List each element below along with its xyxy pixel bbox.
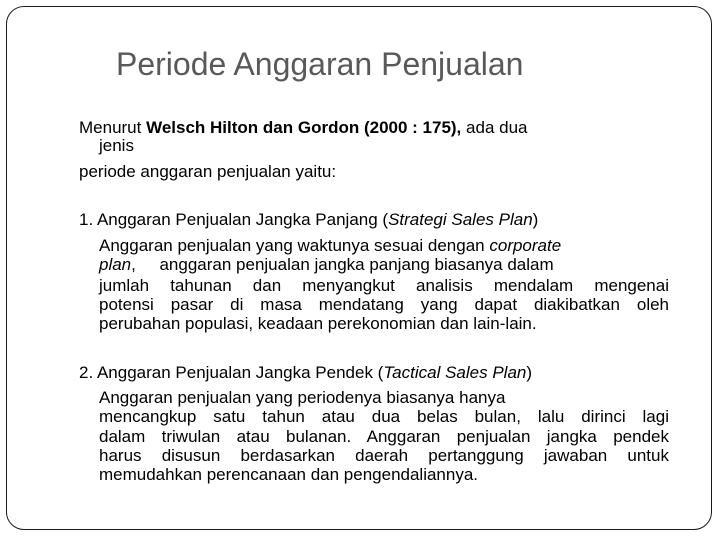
item2-heading-prefix: 2. Anggaran Penjualan Jangka Pendek ( bbox=[79, 363, 384, 382]
item2-line-3: dalam triwulan atau bulanan. Anggaran penjualan jangka pendek bbox=[99, 427, 669, 446]
item1-heading bbox=[79, 211, 538, 228]
intro-line-2: jenis bbox=[99, 136, 134, 155]
item1-line-1-italic: corporate bbox=[489, 236, 562, 255]
intro-suffix: ada dua bbox=[466, 118, 528, 137]
item1-line-2-italic: plan bbox=[99, 255, 132, 274]
item1-line-2-text: , anggaran penjualan jangka panjang biasanya dalam bbox=[131, 255, 554, 274]
item2-heading-italic: Tactical Sales Plan bbox=[383, 363, 527, 382]
item1-line-2 bbox=[99, 256, 554, 273]
item1-heading-suffix: ) bbox=[532, 210, 539, 229]
item1-line-1 bbox=[99, 237, 561, 254]
intro-authors: Welsch Hilton dan Gordon (2000 : 175), bbox=[146, 118, 462, 137]
item1-heading-italic: Strategi Sales Plan bbox=[388, 210, 533, 229]
item2-line-2: mencangkup satu tahun atau dua belas bulan, lalu dirinci lagi bbox=[99, 407, 669, 426]
item1-line-3: jumlah tahunan dan menyangkut analisis mendalam mengenai bbox=[99, 276, 669, 295]
slide-title: Periode Anggaran Penjualan bbox=[116, 46, 524, 82]
item2-heading-suffix: ) bbox=[526, 363, 533, 382]
intro-prefix: Menurut bbox=[79, 118, 147, 137]
item2-line-5: memudahkan perencanaan dan pengendaliannya. bbox=[99, 465, 479, 484]
item2-line-4: harus disusun berdasarkan daerah pertanggung jawaban untuk bbox=[99, 446, 669, 465]
item1-line-4: potensi pasar di masa mendatang yang dapat diakibatkan oleh bbox=[99, 295, 669, 314]
item1-line-5: perubahan populasi, keadaan perekonomian dan lain-lain. bbox=[99, 314, 537, 333]
item2-line-1: Anggaran penjualan yang periodenya biasanya hanya bbox=[99, 388, 506, 407]
item1-heading-prefix: 1. Anggaran Penjualan Jangka Panjang ( bbox=[79, 210, 389, 229]
intro-line-1 bbox=[79, 119, 527, 136]
item1-line-1-text: Anggaran penjualan yang waktunya sesuai dengan bbox=[99, 236, 490, 255]
item2-heading bbox=[79, 364, 532, 381]
intro-line-3: periode anggaran penjualan yaitu: bbox=[79, 162, 337, 181]
